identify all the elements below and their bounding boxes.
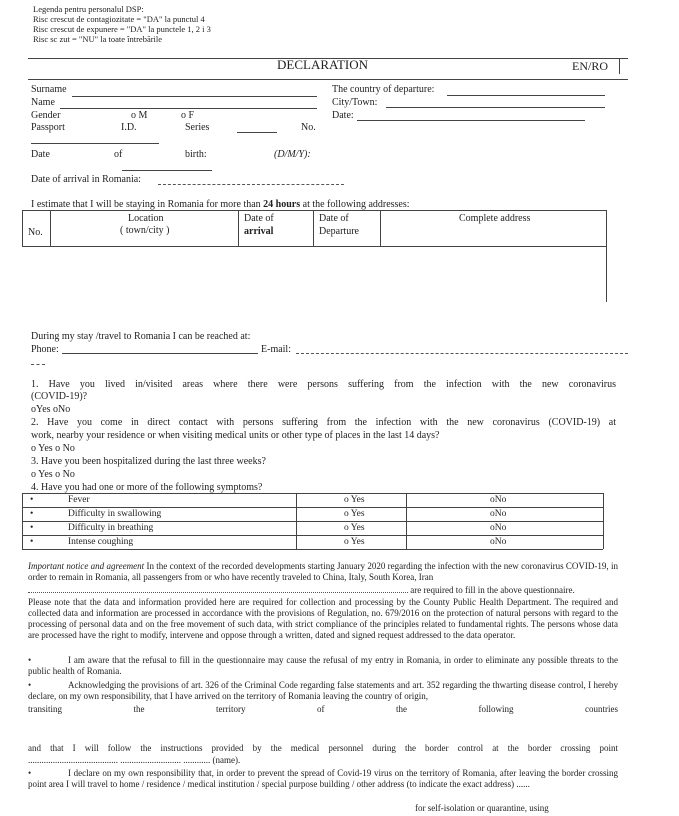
- stay-col-location-1: Location: [128, 213, 164, 224]
- symptoms-table-top: [22, 493, 603, 494]
- symptom-no-option[interactable]: oNo: [490, 523, 507, 533]
- symptom-no-option[interactable]: oNo: [490, 495, 507, 505]
- name-field[interactable]: [60, 108, 317, 109]
- notice-paragraph-1: [28, 561, 618, 583]
- legend-line-3: Risc sc zut = "NU" la toate întrebările: [33, 34, 163, 44]
- stay-col-divider-3: [313, 210, 314, 246]
- gender-m-option[interactable]: o M: [131, 110, 148, 121]
- stay-col-departure-2: Departure: [319, 226, 359, 237]
- passport-label: Passport: [31, 122, 65, 133]
- symptom-bullet: •: [30, 523, 34, 533]
- dob-field[interactable]: [122, 170, 212, 171]
- symptom-yes-option[interactable]: o Yes: [344, 523, 365, 533]
- question-1-options[interactable]: oYes oNo: [31, 404, 71, 415]
- symptoms-row-divider-1: [22, 507, 603, 508]
- question-1-cont: (COVID-19)?: [31, 391, 88, 402]
- notice-paragraph-2: Please note that the data and information provided here are required for collection and processing by the County Public Health Department. The required and collected data and information are processed in accordance with the provisions of Regulation, no. 679/2016 on the protection of natural persons with regard to the processing of personal data and on the free movement of such data, with strict compliance of the principles related to fundamental rights. The persons whose data are processed have the right to modify, intervene and oppose through a written, dated and signed request addressed to the data operator.: [28, 597, 618, 640]
- symptoms-col-divider-1: [296, 493, 297, 549]
- stay-table-top: [22, 210, 606, 211]
- contact-intro: During my stay /travel to Romania I can be reached at:: [31, 331, 251, 342]
- stay-col-departure-1: Date of: [319, 213, 349, 224]
- notice-paragraph-1-end-text: are required to fill in the above questionnaire.: [410, 585, 575, 595]
- question-3-options[interactable]: o Yes o No: [31, 469, 75, 480]
- series-field[interactable]: [237, 132, 277, 133]
- arrival-date-label: Date of arrival in Romania:: [31, 174, 141, 185]
- dob-label-birth: birth:: [185, 149, 207, 160]
- departure-date-label: Date:: [332, 110, 354, 121]
- passport-number-field[interactable]: [31, 143, 159, 144]
- stay-intro-a: I estimate that I will be staying in Romania for more than: [31, 199, 261, 210]
- symptom-label: Fever: [68, 495, 90, 505]
- notice-paragraph-5: and that I will follow the instructions provided by the medical personnel during the border control at the border crossing point: [28, 743, 618, 753]
- symptom-yes-option[interactable]: o Yes: [344, 509, 365, 519]
- stay-table-left: [22, 210, 23, 246]
- symptoms-row-divider-2: [22, 521, 603, 522]
- series-label: Series: [185, 122, 210, 133]
- notice-paragraph-6-text: I declare on my own responsibility that, in order to prevent the spread of Covid-19 virus on the territory of Romania, after leaving the border crossing point area I will travel to home / residence / medical institution / special purpose building / other address (to indicate the exact address) ......: [28, 768, 618, 789]
- surname-label: Surname: [31, 84, 67, 95]
- stay-intro: [31, 199, 410, 210]
- gender-f-option[interactable]: o F: [181, 110, 195, 121]
- question-4: 4. Have you had one or more of the following symptoms?: [31, 482, 263, 493]
- notice-bullet: •: [28, 655, 32, 665]
- stay-col-divider-4: [380, 210, 381, 246]
- symptoms-table-left: [22, 493, 23, 549]
- stay-intro-b: 24 hours: [263, 199, 301, 210]
- stay-col-no: No.: [28, 227, 43, 238]
- email-field[interactable]: [296, 353, 628, 354]
- symptom-bullet: •: [30, 509, 34, 519]
- question-1: 1. Have you lived in/visited areas where there were persons suffering from the infection with the new coronavirus: [31, 379, 616, 390]
- language-label: EN/RO: [572, 59, 608, 73]
- notice-paragraph-1-text: In the context of the recorded developments starting January 2020 regarding the infection with the new coronavirus COVID-19, in order to remain in Romania, all passengers from or who have recently traveled to China, Italy, South Korea, Iran: [28, 561, 618, 582]
- notice-paragraph-3: [28, 655, 618, 677]
- legend-line-2: Risc crescut de expunere = "DA" la punctele 1, 2 i 3: [33, 24, 211, 34]
- notice-paragraph-3-text: I am aware that the refusal to fill in the questionnaire may cause the refusal of my entry in Romania, in order to eliminate any possible threats to the public health of Romania.: [28, 655, 618, 676]
- notice-bullet: •: [28, 680, 32, 690]
- legend-line-1: Risc crescut de contagiozitate = "DA" la punctul 4: [33, 14, 205, 24]
- symptom-label: Difficulty in breathing: [68, 523, 154, 533]
- notice-paragraph-6: [28, 768, 618, 790]
- notice-paragraph-4: [28, 680, 618, 702]
- dob-format-hint: (D/M/Y):: [274, 149, 311, 160]
- stay-table-header-bottom: [22, 246, 606, 247]
- symptoms-table-bottom: [22, 549, 603, 550]
- country-departure-field[interactable]: [447, 95, 605, 96]
- stay-table-right: [606, 210, 607, 302]
- id-label: I.D.: [121, 122, 137, 133]
- departure-date-field[interactable]: [357, 120, 585, 121]
- notice-heading: Important notice and agreement: [28, 561, 145, 571]
- surname-field[interactable]: [72, 96, 317, 97]
- notice-paragraph-4-text: Acknowledging the provisions of art. 326 of the Criminal Code regarding false statements and art. 352 regarding the thwarting disease control, I hereby declare, on my own responsibility, that I have arrived on the territory of Romania leaving the country of origin,: [28, 680, 618, 701]
- arrival-date-field[interactable]: [158, 184, 344, 185]
- question-3: 3. Have you been hospitalized during the last three weeks?: [31, 456, 266, 467]
- dob-label-of: of: [114, 149, 123, 160]
- gender-label: Gender: [31, 110, 61, 121]
- name-label: Name: [31, 97, 55, 108]
- symptoms-row-divider-3: [22, 535, 603, 536]
- stay-col-divider-1: [50, 210, 51, 246]
- notice-bullet: •: [28, 768, 32, 778]
- email-field-continued[interactable]: [31, 364, 45, 365]
- legend-title: Legenda pentru personalul DSP:: [33, 4, 144, 14]
- symptom-label: Difficulty in swallowing: [68, 509, 162, 519]
- symptom-label: Intense coughing: [68, 537, 134, 547]
- symptom-bullet: •: [30, 495, 34, 505]
- notice-paragraph-6-cont: for self-isolation or quarantine, using: [415, 803, 549, 813]
- question-2-options[interactable]: o Yes o No: [31, 443, 75, 454]
- symptom-bullet: •: [30, 537, 34, 547]
- question-2: 2. Have you come in direct contact with persons suffering from the infection with the new coronavirus (COVID-19) at: [31, 417, 616, 428]
- number-label: No.: [301, 122, 316, 133]
- stay-col-arrival-2: arrival: [244, 226, 274, 237]
- city-label: City/Town:: [332, 97, 378, 108]
- symptom-no-option[interactable]: oNo: [490, 537, 507, 547]
- page-title: DECLARATION: [277, 57, 368, 72]
- symptoms-table-right: [603, 493, 604, 549]
- stay-col-divider-2: [238, 210, 239, 246]
- symptom-yes-option[interactable]: o Yes: [344, 495, 365, 505]
- phone-label: Phone:: [31, 344, 59, 355]
- email-label: E-mail:: [261, 344, 291, 355]
- symptom-no-option[interactable]: oNo: [490, 509, 507, 519]
- notice-paragraph-1-end: [28, 585, 618, 596]
- country-departure-label: The country of departure:: [332, 84, 435, 95]
- phone-field[interactable]: [62, 353, 258, 354]
- header-bar: [619, 58, 620, 74]
- notice-paragraph-5-cont[interactable]: ........................................ ........................... ............ (name).: [28, 755, 241, 765]
- symptom-yes-option[interactable]: o Yes: [344, 537, 365, 547]
- city-field[interactable]: [386, 107, 605, 108]
- stay-intro-c: at the following addresses:: [302, 199, 410, 210]
- notice-blank[interactable]: [28, 592, 408, 593]
- dob-label-date: Date: [31, 149, 50, 160]
- stay-col-location-2: ( town/city ): [120, 225, 170, 236]
- stay-col-address: Complete address: [459, 213, 531, 224]
- header-bottom-rule: [28, 79, 628, 80]
- symptoms-col-divider-2: [406, 493, 407, 549]
- question-2-cont: work, nearby your residence or when visiting medical units or other type of places in the last 14 days?: [31, 430, 440, 441]
- stay-col-arrival-1: Date of: [244, 213, 274, 224]
- notice-paragraph-4-cont: transiting the territory of the following countries: [28, 704, 618, 714]
